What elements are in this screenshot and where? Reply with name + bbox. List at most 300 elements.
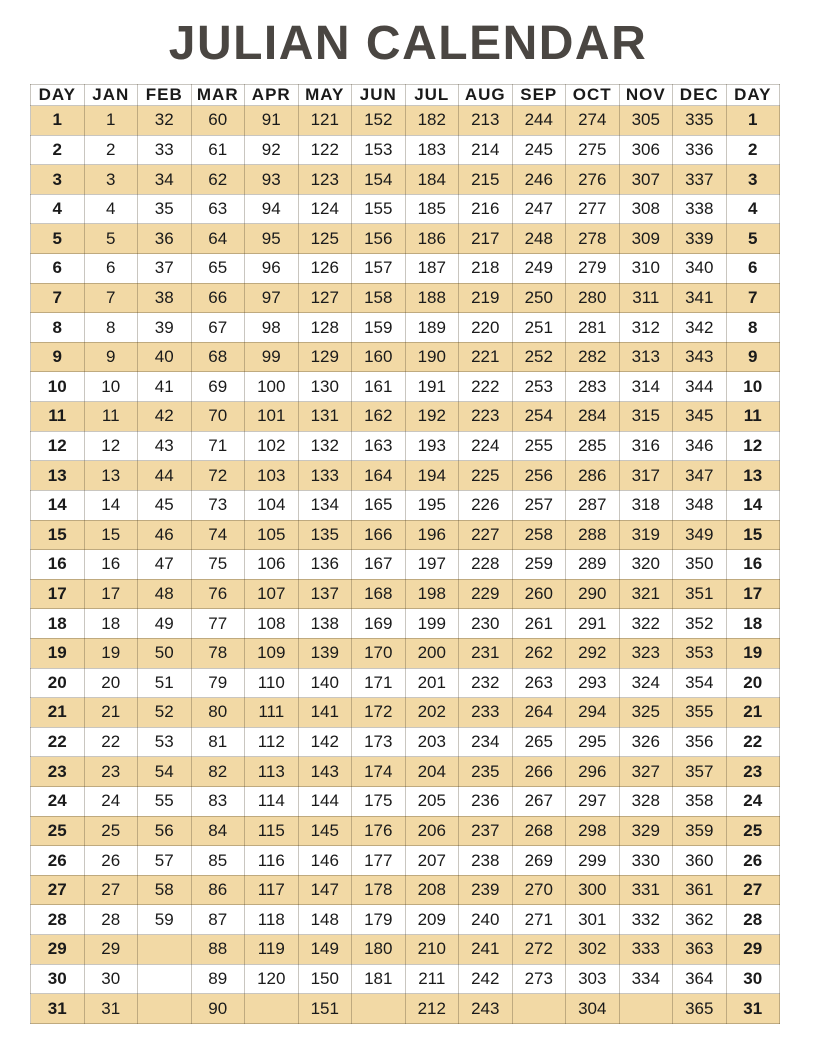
day-cell: 10 bbox=[726, 372, 780, 402]
julian-date-cell: 235 bbox=[459, 757, 513, 787]
julian-date-cell: 339 bbox=[673, 224, 727, 254]
julian-date-cell: 329 bbox=[619, 816, 673, 846]
julian-date-cell: 176 bbox=[352, 816, 406, 846]
day-cell: 11 bbox=[726, 402, 780, 432]
julian-date-cell: 214 bbox=[459, 135, 513, 165]
julian-date-cell: 266 bbox=[512, 757, 566, 787]
julian-date-cell: 247 bbox=[512, 194, 566, 224]
julian-date-cell: 346 bbox=[673, 431, 727, 461]
julian-date-cell: 204 bbox=[405, 757, 459, 787]
julian-date-cell: 138 bbox=[298, 609, 352, 639]
julian-date-cell: 285 bbox=[566, 431, 620, 461]
table-row bbox=[31, 431, 780, 461]
julian-date-cell: 343 bbox=[673, 342, 727, 372]
julian-date-cell: 274 bbox=[566, 106, 620, 136]
julian-date-cell: 337 bbox=[673, 165, 727, 195]
day-cell: 4 bbox=[31, 194, 85, 224]
day-cell: 20 bbox=[726, 668, 780, 698]
julian-date-cell: 9 bbox=[84, 342, 138, 372]
julian-date-cell: 236 bbox=[459, 787, 513, 817]
julian-date-cell: 265 bbox=[512, 727, 566, 757]
julian-date-cell: 344 bbox=[673, 372, 727, 402]
julian-date-cell: 211 bbox=[405, 964, 459, 994]
julian-date-cell: 79 bbox=[191, 668, 245, 698]
julian-date-cell: 94 bbox=[245, 194, 299, 224]
julian-date-cell: 207 bbox=[405, 846, 459, 876]
julian-date-cell: 131 bbox=[298, 402, 352, 432]
julian-date-cell: 114 bbox=[245, 787, 299, 817]
julian-date-cell: 277 bbox=[566, 194, 620, 224]
day-cell: 14 bbox=[31, 490, 85, 520]
julian-date-cell: 158 bbox=[352, 283, 406, 313]
table-row bbox=[31, 550, 780, 580]
julian-date-cell: 209 bbox=[405, 905, 459, 935]
julian-date-cell: 139 bbox=[298, 638, 352, 668]
day-cell: 24 bbox=[31, 787, 85, 817]
julian-date-cell: 134 bbox=[298, 490, 352, 520]
julian-date-cell: 64 bbox=[191, 224, 245, 254]
julian-date-cell: 193 bbox=[405, 431, 459, 461]
day-cell: 18 bbox=[726, 609, 780, 639]
julian-date-cell: 195 bbox=[405, 490, 459, 520]
julian-date-cell: 316 bbox=[619, 431, 673, 461]
table-header bbox=[31, 85, 780, 106]
julian-date-cell: 302 bbox=[566, 935, 620, 965]
julian-date-cell: 80 bbox=[191, 698, 245, 728]
day-cell: 26 bbox=[31, 846, 85, 876]
table-row bbox=[31, 194, 780, 224]
julian-date-cell: 162 bbox=[352, 402, 406, 432]
julian-date-cell: 323 bbox=[619, 638, 673, 668]
julian-date-cell: 262 bbox=[512, 638, 566, 668]
julian-date-cell: 109 bbox=[245, 638, 299, 668]
julian-date-cell: 35 bbox=[138, 194, 192, 224]
julian-date-cell: 273 bbox=[512, 964, 566, 994]
julian-date-cell: 108 bbox=[245, 609, 299, 639]
table-body bbox=[31, 106, 780, 1024]
julian-date-cell: 239 bbox=[459, 875, 513, 905]
julian-date-cell: 364 bbox=[673, 964, 727, 994]
julian-date-cell: 175 bbox=[352, 787, 406, 817]
day-cell: 31 bbox=[31, 994, 85, 1024]
julian-date-cell: 334 bbox=[619, 964, 673, 994]
julian-date-cell: 12 bbox=[84, 431, 138, 461]
julian-date-cell: 225 bbox=[459, 461, 513, 491]
column-header-aug: AUG bbox=[459, 85, 513, 106]
julian-date-cell: 51 bbox=[138, 668, 192, 698]
day-cell: 28 bbox=[31, 905, 85, 935]
table-row bbox=[31, 668, 780, 698]
julian-date-cell: 122 bbox=[298, 135, 352, 165]
julian-date-cell: 199 bbox=[405, 609, 459, 639]
day-cell: 30 bbox=[726, 964, 780, 994]
julian-date-cell: 143 bbox=[298, 757, 352, 787]
table-row bbox=[31, 905, 780, 935]
julian-date-cell: 224 bbox=[459, 431, 513, 461]
day-cell: 7 bbox=[726, 283, 780, 313]
julian-date-cell: 180 bbox=[352, 935, 406, 965]
julian-date-cell: 24 bbox=[84, 787, 138, 817]
julian-date-cell: 68 bbox=[191, 342, 245, 372]
julian-date-cell: 73 bbox=[191, 490, 245, 520]
julian-date-cell: 311 bbox=[619, 283, 673, 313]
julian-date-cell: 152 bbox=[352, 106, 406, 136]
day-cell: 13 bbox=[31, 461, 85, 491]
julian-date-cell: 52 bbox=[138, 698, 192, 728]
julian-date-cell bbox=[512, 994, 566, 1024]
julian-date-cell: 93 bbox=[245, 165, 299, 195]
julian-date-cell: 102 bbox=[245, 431, 299, 461]
day-cell: 27 bbox=[726, 875, 780, 905]
julian-date-cell: 130 bbox=[298, 372, 352, 402]
julian-date-cell: 245 bbox=[512, 135, 566, 165]
julian-date-cell: 268 bbox=[512, 816, 566, 846]
table-row bbox=[31, 165, 780, 195]
julian-date-cell: 198 bbox=[405, 579, 459, 609]
julian-date-cell: 200 bbox=[405, 638, 459, 668]
julian-date-cell: 234 bbox=[459, 727, 513, 757]
julian-date-cell: 2 bbox=[84, 135, 138, 165]
julian-date-cell: 354 bbox=[673, 668, 727, 698]
julian-date-cell: 297 bbox=[566, 787, 620, 817]
julian-date-cell: 213 bbox=[459, 106, 513, 136]
table-row bbox=[31, 875, 780, 905]
julian-date-cell: 241 bbox=[459, 935, 513, 965]
julian-date-cell: 44 bbox=[138, 461, 192, 491]
column-header-jun: JUN bbox=[352, 85, 406, 106]
julian-date-cell: 1 bbox=[84, 106, 138, 136]
julian-date-cell: 151 bbox=[298, 994, 352, 1024]
julian-date-cell: 304 bbox=[566, 994, 620, 1024]
julian-date-cell: 14 bbox=[84, 490, 138, 520]
julian-date-cell: 155 bbox=[352, 194, 406, 224]
julian-date-cell: 174 bbox=[352, 757, 406, 787]
julian-date-cell: 286 bbox=[566, 461, 620, 491]
day-cell: 19 bbox=[726, 638, 780, 668]
column-header-may: MAY bbox=[298, 85, 352, 106]
julian-date-cell: 353 bbox=[673, 638, 727, 668]
julian-date-cell: 120 bbox=[245, 964, 299, 994]
julian-date-cell: 279 bbox=[566, 254, 620, 284]
table-row bbox=[31, 313, 780, 343]
julian-date-cell: 23 bbox=[84, 757, 138, 787]
julian-date-cell: 217 bbox=[459, 224, 513, 254]
julian-date-cell: 16 bbox=[84, 550, 138, 580]
julian-date-cell: 163 bbox=[352, 431, 406, 461]
day-cell: 25 bbox=[726, 816, 780, 846]
julian-date-cell: 127 bbox=[298, 283, 352, 313]
julian-date-cell: 300 bbox=[566, 875, 620, 905]
day-cell: 13 bbox=[726, 461, 780, 491]
julian-date-cell: 333 bbox=[619, 935, 673, 965]
day-cell: 2 bbox=[726, 135, 780, 165]
julian-date-cell: 86 bbox=[191, 875, 245, 905]
day-cell: 9 bbox=[726, 342, 780, 372]
julian-date-cell: 331 bbox=[619, 875, 673, 905]
julian-date-cell: 19 bbox=[84, 638, 138, 668]
julian-date-cell: 60 bbox=[191, 106, 245, 136]
julian-date-cell: 173 bbox=[352, 727, 406, 757]
julian-date-cell: 67 bbox=[191, 313, 245, 343]
julian-calendar-table bbox=[30, 84, 780, 1024]
julian-date-cell: 129 bbox=[298, 342, 352, 372]
julian-date-cell: 275 bbox=[566, 135, 620, 165]
julian-date-cell: 210 bbox=[405, 935, 459, 965]
julian-date-cell: 45 bbox=[138, 490, 192, 520]
julian-date-cell: 216 bbox=[459, 194, 513, 224]
column-header-mar: MAR bbox=[191, 85, 245, 106]
table-row bbox=[31, 490, 780, 520]
table-row bbox=[31, 787, 780, 817]
day-cell: 3 bbox=[726, 165, 780, 195]
julian-date-cell: 315 bbox=[619, 402, 673, 432]
julian-date-cell: 59 bbox=[138, 905, 192, 935]
table-row bbox=[31, 757, 780, 787]
julian-date-cell: 33 bbox=[138, 135, 192, 165]
julian-date-cell: 345 bbox=[673, 402, 727, 432]
julian-date-cell: 188 bbox=[405, 283, 459, 313]
julian-date-cell: 53 bbox=[138, 727, 192, 757]
julian-date-cell: 88 bbox=[191, 935, 245, 965]
julian-date-cell: 136 bbox=[298, 550, 352, 580]
day-cell: 11 bbox=[31, 402, 85, 432]
julian-date-cell: 179 bbox=[352, 905, 406, 935]
julian-date-cell: 27 bbox=[84, 875, 138, 905]
julian-date-cell: 42 bbox=[138, 402, 192, 432]
julian-date-cell: 116 bbox=[245, 846, 299, 876]
julian-date-cell: 233 bbox=[459, 698, 513, 728]
julian-date-cell: 71 bbox=[191, 431, 245, 461]
day-cell: 7 bbox=[31, 283, 85, 313]
day-cell: 4 bbox=[726, 194, 780, 224]
julian-date-cell: 359 bbox=[673, 816, 727, 846]
julian-date-cell: 126 bbox=[298, 254, 352, 284]
julian-date-cell: 309 bbox=[619, 224, 673, 254]
julian-date-cell: 147 bbox=[298, 875, 352, 905]
julian-date-cell: 4 bbox=[84, 194, 138, 224]
julian-date-cell: 314 bbox=[619, 372, 673, 402]
julian-date-cell: 154 bbox=[352, 165, 406, 195]
julian-date-cell: 202 bbox=[405, 698, 459, 728]
julian-date-cell: 356 bbox=[673, 727, 727, 757]
day-cell: 8 bbox=[31, 313, 85, 343]
julian-date-cell: 38 bbox=[138, 283, 192, 313]
day-cell: 29 bbox=[31, 935, 85, 965]
julian-date-cell: 54 bbox=[138, 757, 192, 787]
julian-date-cell: 253 bbox=[512, 372, 566, 402]
julian-date-cell: 84 bbox=[191, 816, 245, 846]
julian-date-cell: 362 bbox=[673, 905, 727, 935]
julian-date-cell: 322 bbox=[619, 609, 673, 639]
julian-date-cell: 39 bbox=[138, 313, 192, 343]
julian-date-cell: 170 bbox=[352, 638, 406, 668]
julian-date-cell: 319 bbox=[619, 520, 673, 550]
julian-date-cell: 255 bbox=[512, 431, 566, 461]
julian-date-cell: 252 bbox=[512, 342, 566, 372]
julian-date-cell: 240 bbox=[459, 905, 513, 935]
julian-date-cell: 324 bbox=[619, 668, 673, 698]
julian-date-cell: 282 bbox=[566, 342, 620, 372]
julian-date-cell: 172 bbox=[352, 698, 406, 728]
julian-date-cell: 336 bbox=[673, 135, 727, 165]
julian-date-cell: 22 bbox=[84, 727, 138, 757]
julian-date-cell: 352 bbox=[673, 609, 727, 639]
day-cell: 29 bbox=[726, 935, 780, 965]
julian-date-cell: 10 bbox=[84, 372, 138, 402]
table-row bbox=[31, 727, 780, 757]
table-row bbox=[31, 461, 780, 491]
julian-date-cell: 58 bbox=[138, 875, 192, 905]
julian-date-cell: 83 bbox=[191, 787, 245, 817]
julian-date-cell: 313 bbox=[619, 342, 673, 372]
julian-date-cell: 66 bbox=[191, 283, 245, 313]
day-cell: 20 bbox=[31, 668, 85, 698]
julian-date-cell: 159 bbox=[352, 313, 406, 343]
julian-date-cell: 156 bbox=[352, 224, 406, 254]
julian-date-cell: 335 bbox=[673, 106, 727, 136]
julian-date-cell: 264 bbox=[512, 698, 566, 728]
julian-date-cell: 141 bbox=[298, 698, 352, 728]
julian-date-cell: 165 bbox=[352, 490, 406, 520]
julian-date-cell: 89 bbox=[191, 964, 245, 994]
julian-date-cell: 113 bbox=[245, 757, 299, 787]
julian-date-cell: 6 bbox=[84, 254, 138, 284]
julian-date-cell: 29 bbox=[84, 935, 138, 965]
julian-date-cell: 269 bbox=[512, 846, 566, 876]
julian-date-cell: 70 bbox=[191, 402, 245, 432]
julian-date-cell: 55 bbox=[138, 787, 192, 817]
julian-date-cell: 18 bbox=[84, 609, 138, 639]
julian-date-cell: 321 bbox=[619, 579, 673, 609]
julian-date-cell: 231 bbox=[459, 638, 513, 668]
julian-date-cell: 91 bbox=[245, 106, 299, 136]
day-cell: 16 bbox=[31, 550, 85, 580]
day-cell: 22 bbox=[726, 727, 780, 757]
julian-date-cell: 244 bbox=[512, 106, 566, 136]
day-cell: 28 bbox=[726, 905, 780, 935]
julian-date-cell: 229 bbox=[459, 579, 513, 609]
julian-date-cell: 3 bbox=[84, 165, 138, 195]
column-header-jan: JAN bbox=[84, 85, 138, 106]
julian-date-cell: 90 bbox=[191, 994, 245, 1024]
day-cell: 12 bbox=[726, 431, 780, 461]
julian-date-cell: 69 bbox=[191, 372, 245, 402]
table-row bbox=[31, 846, 780, 876]
julian-date-cell: 32 bbox=[138, 106, 192, 136]
day-cell: 21 bbox=[726, 698, 780, 728]
julian-date-cell: 305 bbox=[619, 106, 673, 136]
julian-date-cell: 206 bbox=[405, 816, 459, 846]
day-cell: 31 bbox=[726, 994, 780, 1024]
julian-date-cell: 157 bbox=[352, 254, 406, 284]
table-row bbox=[31, 816, 780, 846]
julian-date-cell: 298 bbox=[566, 816, 620, 846]
julian-date-cell: 220 bbox=[459, 313, 513, 343]
julian-date-cell: 104 bbox=[245, 490, 299, 520]
julian-date-cell: 310 bbox=[619, 254, 673, 284]
table-row bbox=[31, 106, 780, 136]
julian-date-cell: 358 bbox=[673, 787, 727, 817]
julian-date-cell: 250 bbox=[512, 283, 566, 313]
table-row bbox=[31, 609, 780, 639]
julian-date-cell: 201 bbox=[405, 668, 459, 698]
julian-date-cell: 232 bbox=[459, 668, 513, 698]
julian-date-cell: 50 bbox=[138, 638, 192, 668]
julian-date-cell: 215 bbox=[459, 165, 513, 195]
julian-date-cell: 146 bbox=[298, 846, 352, 876]
julian-date-cell: 330 bbox=[619, 846, 673, 876]
julian-date-cell: 121 bbox=[298, 106, 352, 136]
julian-date-cell: 145 bbox=[298, 816, 352, 846]
julian-date-cell: 237 bbox=[459, 816, 513, 846]
julian-date-cell: 167 bbox=[352, 550, 406, 580]
day-cell: 27 bbox=[31, 875, 85, 905]
julian-date-cell: 194 bbox=[405, 461, 459, 491]
table-row bbox=[31, 698, 780, 728]
julian-date-cell: 299 bbox=[566, 846, 620, 876]
julian-date-cell bbox=[138, 964, 192, 994]
julian-date-cell: 347 bbox=[673, 461, 727, 491]
julian-date-cell: 30 bbox=[84, 964, 138, 994]
julian-date-cell: 338 bbox=[673, 194, 727, 224]
julian-date-cell: 326 bbox=[619, 727, 673, 757]
julian-date-cell: 65 bbox=[191, 254, 245, 284]
julian-date-cell: 284 bbox=[566, 402, 620, 432]
day-cell: 21 bbox=[31, 698, 85, 728]
julian-date-cell: 227 bbox=[459, 520, 513, 550]
julian-date-cell: 135 bbox=[298, 520, 352, 550]
table-row bbox=[31, 402, 780, 432]
table-row bbox=[31, 520, 780, 550]
julian-date-cell: 34 bbox=[138, 165, 192, 195]
julian-date-cell: 223 bbox=[459, 402, 513, 432]
julian-date-cell: 328 bbox=[619, 787, 673, 817]
julian-date-cell: 222 bbox=[459, 372, 513, 402]
julian-date-cell: 40 bbox=[138, 342, 192, 372]
julian-date-cell: 20 bbox=[84, 668, 138, 698]
day-cell: 24 bbox=[726, 787, 780, 817]
julian-date-cell: 203 bbox=[405, 727, 459, 757]
julian-date-cell: 190 bbox=[405, 342, 459, 372]
julian-date-cell: 82 bbox=[191, 757, 245, 787]
julian-date-cell: 87 bbox=[191, 905, 245, 935]
julian-date-cell: 142 bbox=[298, 727, 352, 757]
julian-date-cell: 218 bbox=[459, 254, 513, 284]
julian-date-cell: 168 bbox=[352, 579, 406, 609]
julian-date-cell: 96 bbox=[245, 254, 299, 284]
julian-date-cell: 192 bbox=[405, 402, 459, 432]
column-header-day-right: DAY bbox=[726, 85, 780, 106]
day-cell: 19 bbox=[31, 638, 85, 668]
julian-date-cell bbox=[138, 994, 192, 1024]
day-cell: 18 bbox=[31, 609, 85, 639]
julian-date-cell: 320 bbox=[619, 550, 673, 580]
julian-date-cell: 295 bbox=[566, 727, 620, 757]
table-row bbox=[31, 283, 780, 313]
julian-date-cell: 77 bbox=[191, 609, 245, 639]
julian-date-cell: 107 bbox=[245, 579, 299, 609]
day-cell: 5 bbox=[31, 224, 85, 254]
julian-date-cell: 85 bbox=[191, 846, 245, 876]
day-cell: 14 bbox=[726, 490, 780, 520]
julian-date-cell: 257 bbox=[512, 490, 566, 520]
julian-date-cell: 48 bbox=[138, 579, 192, 609]
julian-date-cell: 46 bbox=[138, 520, 192, 550]
julian-date-cell: 292 bbox=[566, 638, 620, 668]
header-row bbox=[31, 85, 780, 106]
julian-date-cell: 258 bbox=[512, 520, 566, 550]
julian-date-cell: 36 bbox=[138, 224, 192, 254]
